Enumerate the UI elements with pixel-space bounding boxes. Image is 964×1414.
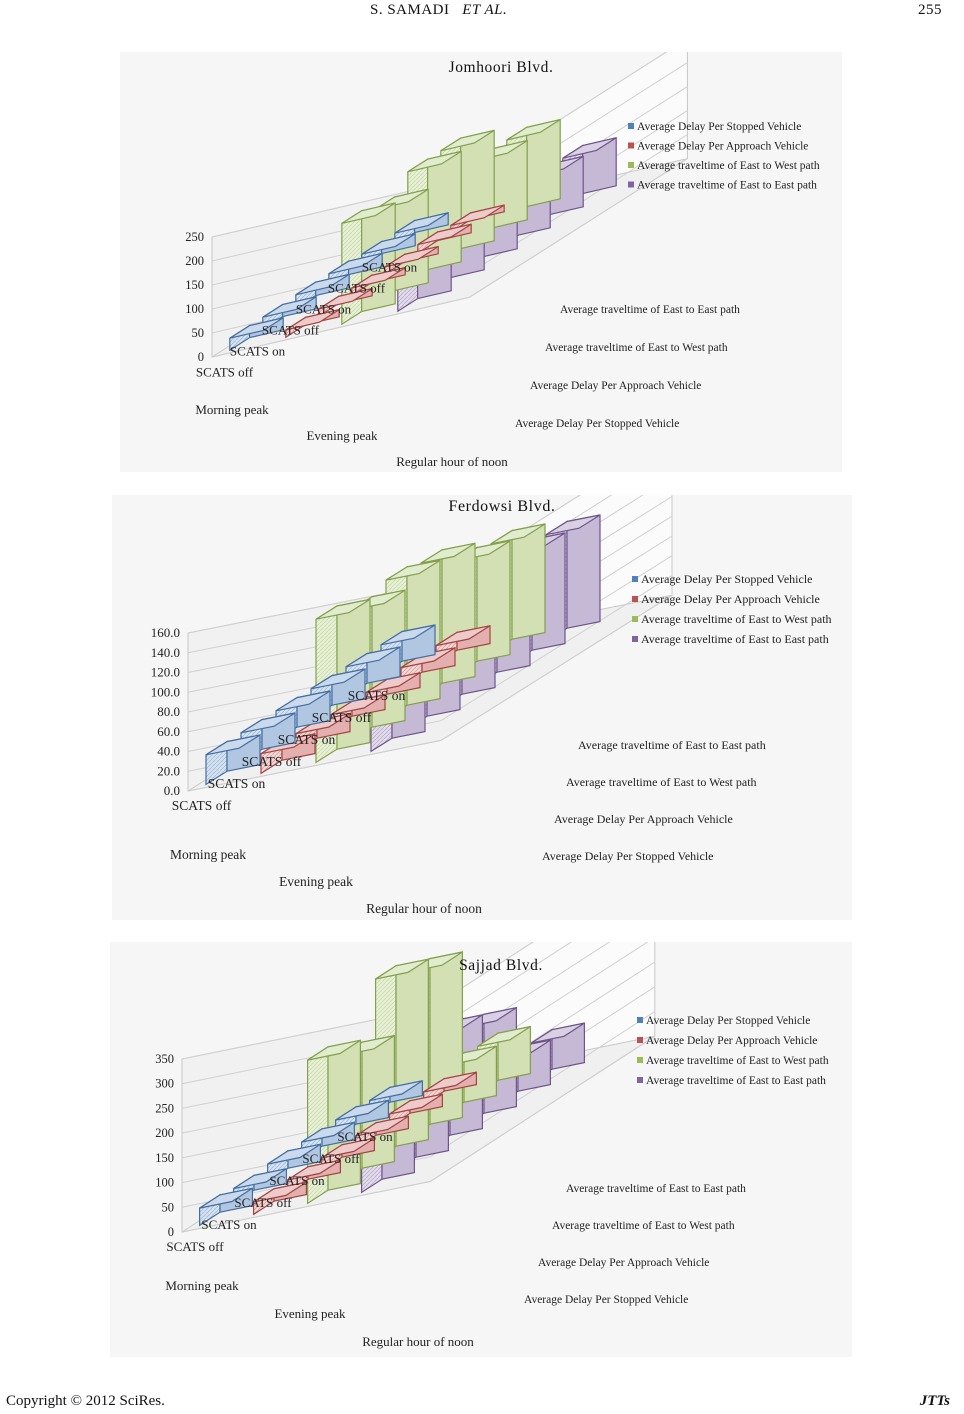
chart-title: Jomhoori Blvd. (448, 59, 554, 76)
chart-ferdowsi (112, 495, 852, 920)
legend-label: Average Delay Per Stopped Vehicle (641, 572, 813, 586)
category-label: SCATS off (195, 364, 254, 380)
legend-swatch (637, 1017, 643, 1023)
group-label: Morning peak (169, 847, 247, 862)
y-tick-label: 0 (167, 1225, 174, 1239)
legend-swatch (632, 636, 638, 642)
group-label: Morning peak (165, 1278, 239, 1293)
legend-swatch (632, 576, 638, 582)
y-tick-label: 50 (161, 1200, 174, 1215)
chart-jomhoori (120, 52, 842, 472)
legend-swatch (632, 596, 638, 602)
group-label: Regular hour of noon (366, 901, 482, 916)
y-tick-label: 0.0 (163, 783, 180, 798)
y-tick-label: 200 (185, 254, 204, 268)
bar-side-face (567, 515, 600, 628)
y-tick-label: 100 (155, 1175, 174, 1190)
header-authors: S. SAMADI (370, 2, 450, 18)
category-label: SCATS off (241, 754, 302, 769)
category-label: SCATS off (302, 1151, 360, 1166)
category-label: SCATS off (327, 280, 386, 296)
legend-swatch (637, 1077, 643, 1083)
series-axis-label: Average traveltime of East to West path (545, 342, 728, 354)
chart-svg-sajjad (110, 942, 852, 1357)
chart-sajjad (110, 942, 852, 1357)
y-tick-label: 40.0 (157, 743, 180, 759)
category-label: SCATS off (261, 322, 320, 338)
category-label: SCATS off (234, 1195, 292, 1210)
legend-label: Average Delay Per Approach Vehicle (646, 1035, 818, 1047)
category-label: SCATS on (347, 688, 406, 703)
y-tick-label: 250 (155, 1101, 174, 1116)
legend-swatch (637, 1057, 643, 1063)
legend-label: Average Delay Per Stopped Vehicle (646, 1015, 811, 1027)
series-axis-label: Average traveltime of East to East path (578, 738, 766, 752)
y-tick-label: 100 (185, 302, 204, 316)
category-label: SCATS on (361, 259, 418, 275)
legend-swatch (628, 143, 634, 149)
series-axis-label: Average Delay Per Approach Vehicle (554, 812, 733, 826)
series-axis-label: Average Delay Per Approach Vehicle (530, 380, 702, 392)
chart-title: Ferdowsi Blvd. (448, 498, 556, 515)
category-label: SCATS on (207, 776, 266, 791)
series-axis-label: Average traveltime of East to East path (566, 1183, 746, 1195)
group-label: Evening peak (279, 874, 353, 889)
bar-side-face (512, 524, 545, 639)
y-tick-label: 80.0 (157, 704, 180, 719)
legend-label: Average Delay Per Stopped Vehicle (637, 121, 802, 133)
y-tick-label: 140.0 (150, 644, 180, 660)
legend-label: Average traveltime of East to West path (641, 612, 832, 626)
chart-title: Sajjad Blvd. (459, 957, 543, 974)
category-label: SCATS on (201, 1217, 257, 1232)
category-label: SCATS on (295, 301, 352, 317)
legend-label: Average traveltime of East to West path (646, 1055, 829, 1067)
legend-swatch (632, 616, 638, 622)
legend-swatch (628, 123, 634, 129)
y-tick-label: 50 (191, 326, 204, 340)
y-tick-label: 150 (185, 278, 204, 292)
category-label: SCATS off (311, 710, 372, 725)
chart-svg-jomhoori (120, 52, 842, 472)
legend-swatch (628, 162, 634, 168)
group-label: Morning peak (195, 402, 269, 417)
series-axis-label: Average traveltime of East to West path (566, 775, 757, 789)
legend-label: Average Delay Per Approach Vehicle (641, 592, 820, 606)
category-label: SCATS off (166, 1239, 224, 1254)
y-tick-label: 300 (155, 1076, 174, 1091)
legend-label: Average Delay Per Approach Vehicle (637, 140, 809, 153)
category-label: SCATS on (229, 343, 286, 359)
legend-label: Average traveltime of East to West path (637, 160, 820, 172)
running-header (370, 2, 507, 19)
legend-label: Average traveltime of East to East path (641, 632, 829, 646)
y-tick-label: 120.0 (150, 664, 180, 680)
y-tick-label: 350 (155, 1052, 174, 1066)
journal-name: JTTs (919, 1393, 950, 1409)
series-axis-label: Average traveltime of East to West path (552, 1220, 735, 1232)
category-label: SCATS on (277, 732, 336, 747)
series-axis-label: Average Delay Per Stopped Vehicle (515, 418, 680, 430)
legend-label: Average traveltime of East to East path (646, 1075, 826, 1087)
chart-svg-ferdowsi (112, 495, 852, 920)
y-tick-label: 160.0 (150, 625, 180, 640)
series-axis-label: Average Delay Per Approach Vehicle (538, 1257, 710, 1269)
legend-label: Average traveltime of East to East path (637, 179, 817, 192)
series-axis-label: Average Delay Per Stopped Vehicle (542, 849, 714, 863)
page-number: 255 (918, 2, 942, 18)
series-axis-label: Average traveltime of East to East path (560, 304, 740, 316)
y-tick-label: 0 (197, 350, 204, 364)
header-et-al: ET AL. (462, 2, 508, 18)
y-tick-label: 200 (155, 1126, 174, 1141)
y-tick-label: 60.0 (157, 723, 180, 739)
category-label: SCATS on (269, 1173, 325, 1188)
legend-swatch (628, 182, 634, 188)
group-label: Evening peak (274, 1306, 346, 1321)
group-label: Regular hour of noon (396, 454, 508, 469)
legend-swatch (637, 1037, 643, 1043)
y-tick-label: 100.0 (150, 684, 180, 700)
y-tick-label: 250 (185, 230, 204, 244)
group-label: Evening peak (306, 428, 378, 443)
category-label: SCATS on (337, 1129, 393, 1144)
y-tick-label: 20.0 (157, 763, 180, 779)
group-label: Regular hour of noon (362, 1334, 474, 1349)
category-label: SCATS off (171, 798, 232, 813)
series-axis-label: Average Delay Per Stopped Vehicle (524, 1294, 689, 1306)
copyright-notice: Copyright © 2012 SciRes. (6, 1393, 165, 1409)
y-tick-label: 150 (155, 1150, 174, 1165)
